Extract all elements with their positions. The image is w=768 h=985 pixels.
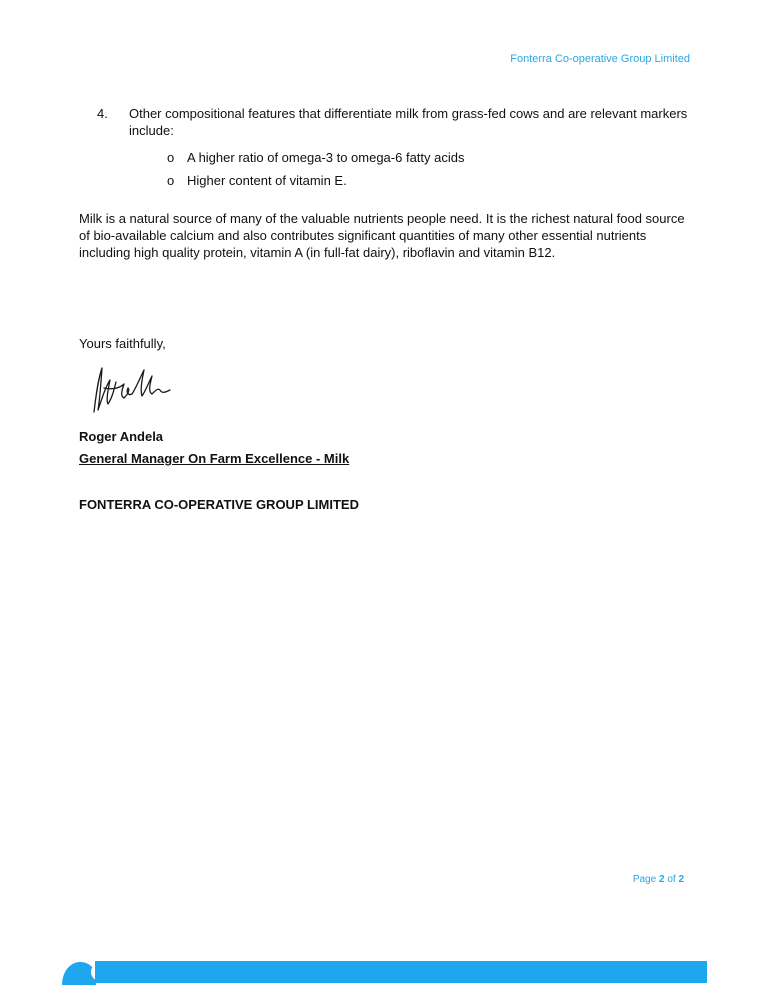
- signer-company: FONTERRA CO-OPERATIVE GROUP LIMITED: [79, 497, 359, 512]
- numbered-list-item: [79, 105, 691, 189]
- page-number: [633, 874, 684, 885]
- bullet-marker: o: [167, 150, 175, 165]
- sub-bullet-item: [105, 172, 691, 189]
- handwritten-signature: [84, 360, 184, 420]
- sub-bullet-item: [105, 149, 691, 166]
- page-number-current: 2: [658, 874, 665, 885]
- header-company-name: Fonterra Co-operative Group Limited: [510, 53, 690, 65]
- sub-bullet-text: Higher content of vitamin E.: [187, 173, 347, 188]
- closing-salutation: Yours faithfully,: [79, 336, 166, 351]
- body-paragraph: Milk is a natural source of many of the valuable nutrients people need. It is the richest natural food source of bio-available calcium and also contributes significant quantities of many other essential nutrients including high quality protein, vitamin A (in full-fat dairy), riboflavin and vitamin B12.: [79, 211, 685, 260]
- sub-bullet-text: A higher ratio of omega-3 to omega-6 fatty acids: [187, 150, 465, 165]
- list-number: 4.: [97, 106, 108, 121]
- signer-title: General Manager On Farm Excellence - Milk: [79, 451, 350, 466]
- page-number-prefix: Page: [632, 874, 657, 885]
- bullet-marker: o: [167, 173, 175, 188]
- sub-bullet-list: [105, 149, 691, 189]
- letter-body: [79, 105, 691, 261]
- page-number-total: 2: [678, 874, 684, 885]
- list-item-text: Other compositional features that differentiate milk from grass-fed cows and are relevant markers include:: [129, 106, 688, 138]
- page-number-separator: of: [667, 874, 676, 885]
- signer-name: Roger Andela: [79, 429, 164, 444]
- footer-bar: [95, 961, 707, 983]
